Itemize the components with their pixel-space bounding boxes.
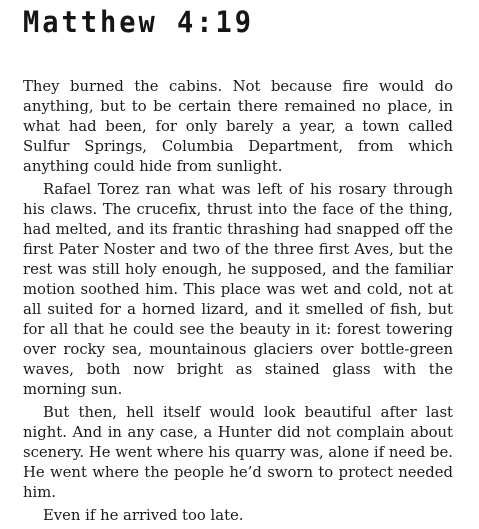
paragraph-2: Rafael Torez ran what was left of his rosary through his claws. The crucefix, thrust into the face of the thing, had melted, and its frantic thrashing had snapped off the first Pater Noster and two of the three first Aves, but the rest was still holy enough, he supposed, and the familiar motion soothed him. This place was wet and cold, not at all suited for a horned lizard, and it smelled of fish, but for all that he could see the beauty in it: forest towering over rocky sea, mountainous glaciers over bottle-green waves, both now bright as stained glass with the morning sun. — [23, 181, 453, 398]
paragraph-4: Even if he arrived too late. — [43, 507, 244, 524]
paragraph-3: But then, hell itself would look beautiful after last night. And in any case, a Hunter did not complain about scenery. He went where his quarry was, alone if need be. He went where the people he’d sworn to protect needed him. — [23, 404, 453, 501]
chapter-title: Matthew 4:19 — [23, 6, 255, 40]
paragraph-1: They burned the cabins. Not because fire would do anything, but to be certain there remained no place, in what had been, for only barely a year, a town called Sulfur Springs, Columbia Department, from which anything could hide from sunlight. — [23, 78, 453, 175]
chapter-body — [23, 77, 453, 529]
